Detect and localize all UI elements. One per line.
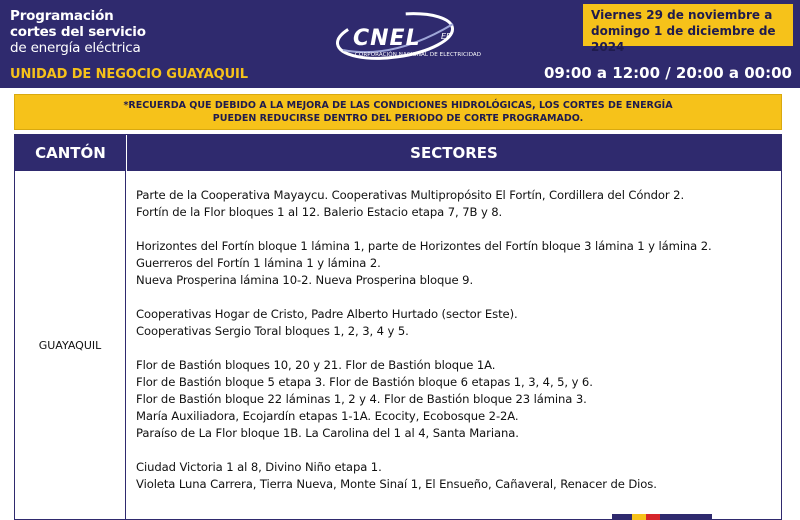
sector-group-4 xyxy=(136,357,776,442)
header-banner xyxy=(0,0,800,88)
outage-hours: 09:00 a 12:00 / 20:00 a 00:00 xyxy=(543,64,792,82)
sector-line: María Auxiliadora, Ecojardín etapas 1-1A. Ecocity, Ecobosque 2-2A. xyxy=(136,409,519,423)
sector-line: Cooperativas Sergio Toral bloques 1, 2, 3, 4 y 5. xyxy=(136,324,409,338)
date-line-1: Viernes 29 de noviembre a xyxy=(591,8,773,22)
sector-line: Fortín de la Flor bloques 1 al 12. Balerio Estacio etapa 7, 7B y 8. xyxy=(136,205,503,219)
logo-name: CNEL xyxy=(353,26,421,51)
title-line-1: Programación xyxy=(10,8,114,24)
date-line-2: domingo 1 de diciembre de 2024 xyxy=(591,24,776,54)
sector-line: Ciudad Victoria 1 al 8, Divino Niño etapa 1. xyxy=(136,460,382,474)
sector-group-5 xyxy=(136,459,776,493)
table-header xyxy=(15,135,781,171)
logo-subtitle: CORPORACIÓN NACIONAL DE ELECTRICIDAD xyxy=(355,52,482,58)
page-title xyxy=(10,8,146,56)
sector-line: Flor de Bastión bloque 5 etapa 3. Flor de Bastión bloque 6 etapas 1, 3, 4, 5, y 6. xyxy=(136,375,593,389)
logo-suffix: EP xyxy=(441,32,451,41)
flag-stripe-icon xyxy=(612,514,712,520)
outage-table xyxy=(14,134,782,520)
cnel-logo xyxy=(333,10,483,68)
notice-line-2: PUEDEN REDUCIRSE DENTRO DEL PERIODO DE CORTE PROGRAMADO. xyxy=(212,113,584,124)
sector-line: Horizontes del Fortín bloque 1 lámina 1, parte de Horizontes del Fortín bloque 3 lámina 1 y lámina 2. xyxy=(136,239,712,253)
date-range-box xyxy=(583,4,793,54)
notice-line-1: *RECUERDA QUE DEBIDO A LA MEJORA DE LAS CONDICIONES HIDROLÓGICAS, LOS CORTES DE ENERGÍA xyxy=(123,100,673,111)
sector-line: Violeta Luna Carrera, Tierra Nueva, Monte Sinaí 1, El Ensueño, Cañaveral, Renacer de Dios. xyxy=(136,477,657,491)
sector-line: Paraíso de La Flor bloque 1B. La Carolina del 1 al 4, Santa Mariana. xyxy=(136,426,519,440)
sectores-cell xyxy=(136,187,776,510)
column-header-sectores: SECTORES xyxy=(126,135,781,171)
sector-line: Cooperativas Hogar de Cristo, Padre Alberto Hurtado (sector Este). xyxy=(136,307,518,321)
canton-cell xyxy=(15,171,126,519)
sector-line: Flor de Bastión bloque 22 láminas 1, 2 y 4. Flor de Bastión bloque 23 lámina 3. xyxy=(136,392,587,406)
sector-group-3 xyxy=(136,306,776,340)
business-unit-label: UNIDAD DE NEGOCIO GUAYAQUIL xyxy=(10,67,248,82)
sector-line: Nueva Prosperina lámina 10-2. Nueva Prosperina bloque 9. xyxy=(136,273,474,287)
column-header-canton: CANTÓN xyxy=(35,144,106,162)
sector-line: Parte de la Cooperativa Mayaycu. Cooperativas Multipropósito El Fortín, Cordillera del Cóndor 2. xyxy=(136,188,685,202)
sector-line: Guerreros del Fortín 1 lámina 1 y lámina 2. xyxy=(136,256,381,270)
canton-name: GUAYAQUIL xyxy=(38,338,102,352)
title-line-3: de energía eléctrica xyxy=(10,40,141,56)
sector-line: Flor de Bastión bloques 10, 20 y 21. Flor de Bastión bloque 1A. xyxy=(136,358,496,372)
notice-banner xyxy=(14,94,782,130)
sector-group-2 xyxy=(136,238,776,289)
sector-group-1 xyxy=(136,187,776,221)
title-line-2: cortes del servicio xyxy=(10,24,146,40)
